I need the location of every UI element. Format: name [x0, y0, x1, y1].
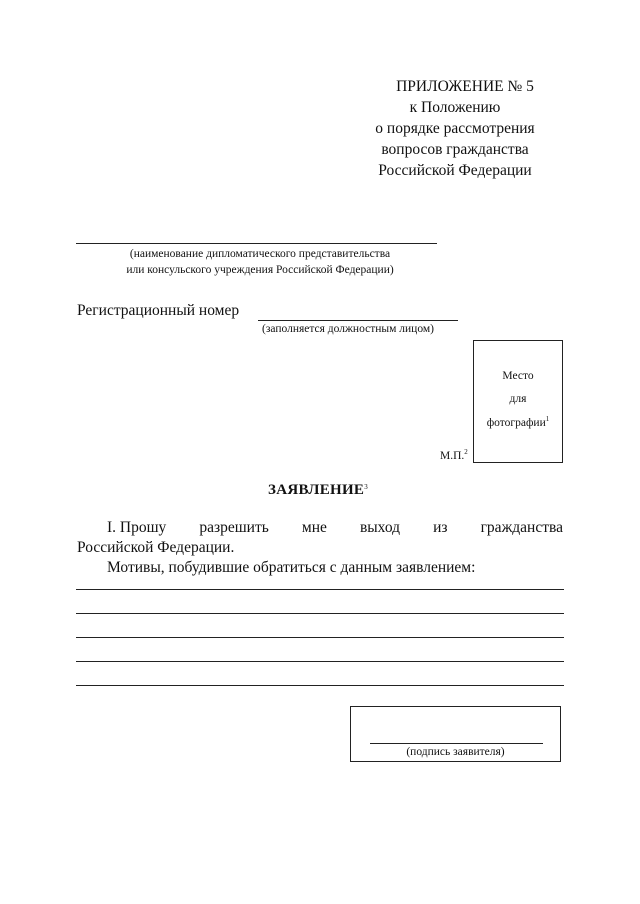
institution-caption-line: или консульского учреждения Российской Федерации)	[126, 264, 394, 276]
footnote-marker: 3	[364, 483, 369, 491]
motives-label: Мотивы, побудившие обратиться с данным заявлением:	[107, 559, 476, 576]
signature-box	[350, 706, 561, 762]
document-title	[268, 482, 368, 499]
document-title-text: ЗАЯВЛЕНИЕ	[268, 482, 365, 498]
signature-caption: (подпись заявителя)	[406, 746, 505, 758]
motives-line[interactable]	[76, 613, 564, 614]
institution-caption	[90, 246, 430, 278]
institution-caption-line: (наименование дипломатического представительства	[129, 248, 391, 260]
registration-caption: (заполняется должностным лицом)	[262, 323, 434, 335]
request-line	[107, 519, 563, 537]
photo-label-text: фотографии	[486, 417, 546, 429]
appendix-line: к Положению	[409, 99, 501, 116]
request-word: гражданства	[480, 519, 563, 536]
photo-label-line: Место	[502, 370, 534, 382]
request-word: I. Прошу	[107, 519, 167, 536]
stamp-label: М.П.	[440, 450, 465, 462]
motives-line[interactable]	[76, 685, 564, 686]
appendix-line: о порядке рассмотрения	[375, 120, 535, 137]
stamp-place-label	[440, 448, 468, 462]
signature-line[interactable]	[370, 743, 543, 744]
footnote-marker: 2	[464, 448, 468, 456]
request-word: мне	[301, 519, 327, 536]
institution-name-line[interactable]	[76, 243, 437, 244]
appendix-line: вопросов гражданства	[381, 141, 529, 158]
motives-line[interactable]	[76, 637, 564, 638]
motives-line[interactable]	[76, 589, 564, 590]
photo-placeholder-box	[473, 340, 563, 463]
appendix-line: Российской Федерации	[378, 162, 532, 179]
motives-line[interactable]	[76, 661, 564, 662]
registration-number-line[interactable]	[258, 320, 458, 321]
request-continuation: Российской Федерации.	[77, 539, 235, 556]
photo-label-line: для	[509, 393, 527, 405]
footnote-marker: 1	[545, 415, 550, 423]
appendix-title: ПРИЛОЖЕНИЕ № 5	[396, 78, 534, 95]
registration-label: Регистрационный номер	[77, 302, 240, 319]
appendix-header	[340, 76, 570, 181]
request-word: из	[433, 519, 448, 536]
photo-label-line	[474, 415, 562, 429]
request-word: выход	[359, 519, 401, 536]
request-word: разрешить	[199, 519, 269, 536]
